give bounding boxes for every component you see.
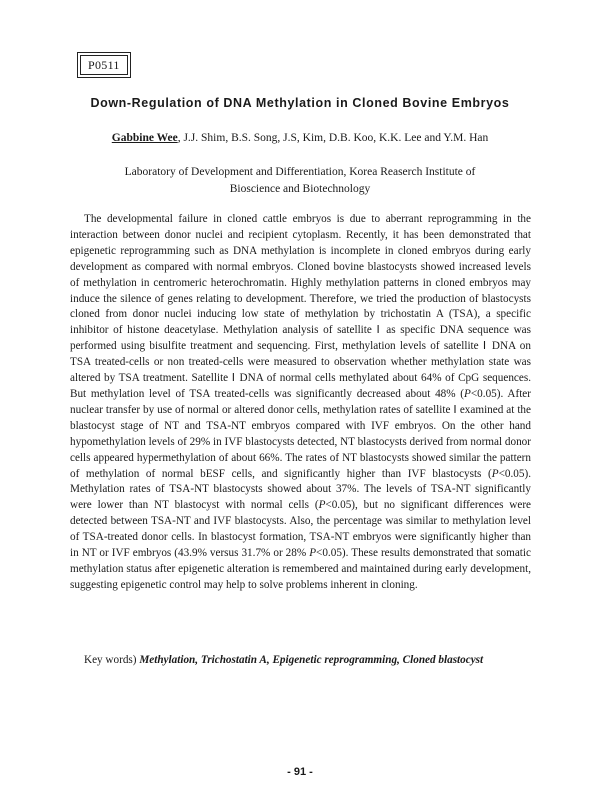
page-number: - 91 -: [287, 766, 313, 778]
affiliation-line-1: Laboratory of Development and Differentiation, Korea Reaserch Institute of: [124, 166, 476, 178]
abstract-text-1: The developmental failure in cloned cattle embryos is due to aberrant reprogramming in the interaction between donor nuclei and recipient cytoplasm. Recently, it has been demonstrated that epigenetic reprogramming such as DNA methylation is incomplete in cloned embryos during early development as compared with normal embryos. Cloned bovine blastocysts showed increased levels of methylation in centromeric heterochromatin. Highly methylation patterns in cloned embryos may induce the silence of genes relating to development. Therefore, we tried the production of blastocysts cloned from donor nuclei inducing low state of methylation by trichostatin A (TSA), a specific inhibitor of histone deacetylase. Methylation analysis of satellite Ⅰ as specific DNA sequence was performed using bisulfite treatment and sequencing. First, methylation levels of satellite Ⅰ DNA on TSA treated-cells or non treated-cells were measured to observation whether methylation state was altered by TSA treatment. Satellite Ⅰ DNA of normal cells methylated about 64% of CpG sequences. But methylation level of TSA treated-cells was significantly decreased about 48% (: [70, 213, 531, 400]
author-list: [0, 132, 600, 144]
abstract-text-5: <0.05). These results demonstrated that somatic methylation status after epigenetic alteration is remembered and maintained during early development, suggesting epigenetic control may help to solve problems inherent in cloning.: [70, 547, 531, 591]
p-symbol: P: [464, 387, 471, 400]
p-symbol: P: [309, 547, 317, 560]
abstract-body: [70, 212, 531, 594]
p-symbol: P: [491, 467, 499, 480]
keywords-terms: Methylation, Trichostatin A, Epigenetic reprogramming, Cloned blastocyst: [139, 654, 484, 666]
abstract-text-2: <0.05). After nuclear transfer by use of normal or altered donor cells, methylation rates of satellite Ⅰ examined at the blastocyst stage of NT and TSA-NT embryos compared with IVF embryos. On the other hand hypomethylation levels of 29% in IVF blastocysts detected, NT blastocysts derived from normal donor cells appeared hypermethylation of about 66%. The rates of NT blastocysts showed similar the pattern of methylation of normal bESF cells, and significantly higher than IVF blastocysts (: [70, 387, 531, 480]
affiliation-line-2: Bioscience and Biotechnology: [229, 183, 371, 195]
abstract-code-box: P0511: [80, 55, 128, 75]
paper-title: Down-Regulation of DNA Methylation in Cloned Bovine Embryos: [90, 96, 510, 110]
keywords: [84, 654, 544, 666]
affiliation: [100, 164, 500, 198]
abstract-text-4: <0.05), but no significant differences were detected between TSA-NT and IVF blastocysts. Also, the percentage was similar to methylation level of TSA-treated donor cells. In blastocyst formation, TSA-NT embryos were significantly higher than in NT or IVF embryos (43.9% versus 31.7% or 28%: [70, 499, 532, 560]
keywords-label: Key words): [84, 654, 140, 666]
p-symbol: P: [318, 499, 326, 512]
abstract-text-3: <0.05). Methylation rates of TSA-NT blastocysts showed about 37%. The levels of TSA-NT significantly were lower than NT blastocyst with normal cells (: [70, 467, 531, 512]
presenting-author: Gabbine Wee: [111, 132, 178, 144]
co-authors: , J.J. Shim, B.S. Song, J.S, Kim, D.B. Koo, K.K. Lee and Y.M. Han: [177, 132, 489, 144]
